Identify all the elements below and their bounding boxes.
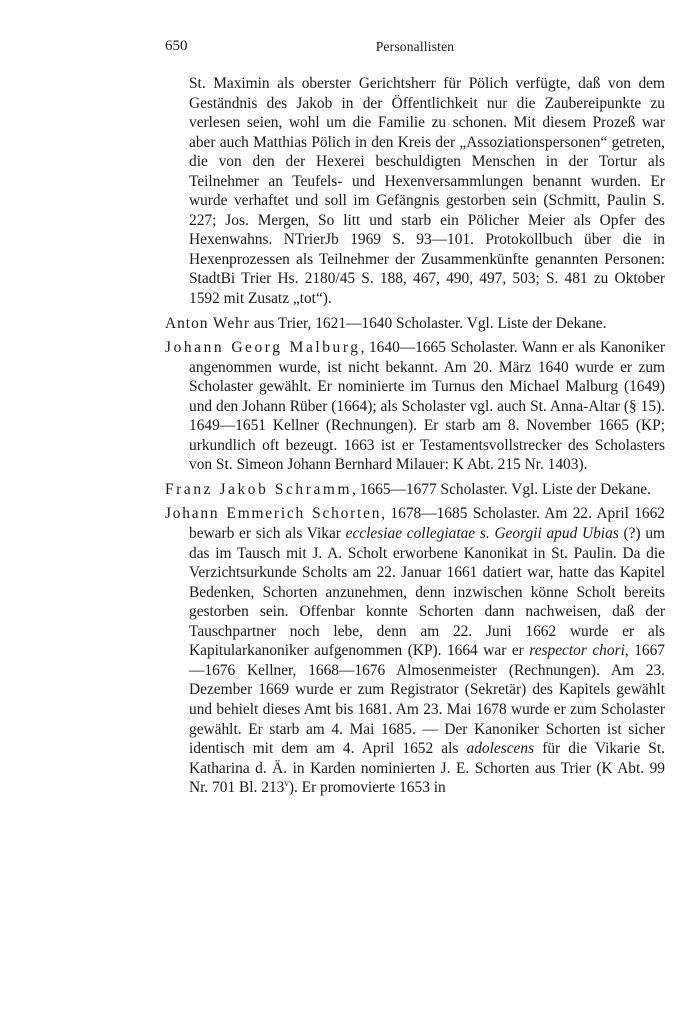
entry-text-italic: ecclesiae collegiatae s. Georgii apud Ubias (345, 525, 619, 543)
entry-name: Franz Jakob Schramm (165, 480, 353, 498)
entry-text-part: , 1667—1676 Kellner, 1668—1676 Almosenmeister (Rechnungen). Am 23. Dezember 1669 wurde er zum Registrator (Sekretär) des Kapitels gewählt und behielt dieses Amt bis 1681. Am 23. Mai 1678 wurde er zum Scholaster gewählt. Er starb am 4. Mai 1685. — Der Kanoniker Schorten ist sicher identisch mit dem am 4. April 1652 als (189, 642, 665, 758)
text-body (165, 74, 665, 803)
entry-text-part: , 1678—1685 Scholaster. Am 22. April 1662 bewarb er sich als Vikar (189, 505, 666, 543)
entry-continued-paragraph (165, 74, 665, 309)
entry-text: St. Maximin als oberster Gerichtsherr für Pölich verfügte, daß von dem Geständnis des Jakob in der Öffentlichkeit nur die Zaubereipunkte zu verlesen seien, wohl um die Familie zu schonen. Mit diesem Prozeß war aber auch Matthias Pölich in den Kreis der „Assoziationspersonen“ getreten, die von den der Hexerei beschuldigten Menschen in der Tortur als Teilnehmer an Teufels- und Hexenversammlungen benannt wurden. Er wurde verhaftet und soll im Gefängnis gestorben sein (Schmitt, Paulin S. 227; Jos. Mergen, So litt und starb ein Pölicher Meier als Opfer des Hexenwahns. NTrierJb 1969 S. 93—101. Protokollbuch über die in Hexenprozessen als Teilnehmer der Zusammenkünfte genannten Personen: StadtBi Trier Hs. 2180/45 S. 188, 467, 490, 497, 503; S. 481 zu Oktober 1592 mit Zusatz „tot“). (189, 75, 665, 308)
entry-text-part: (?) um das im Tausch mit J. A. Scholt erworbene Kanonikat in St. Paulin. Da die Verzichtsurkunde Scholts am 22. Januar 1661 datiert war, hatte das Kapitel Bedenken, Schorten anzunehmen, denn inzwischen könne Scholt bereits gestorben sein. Offenbar konnte Schorten dann nachweisen, daß der Tauschpartner noch lebe, denn am 22. Juni 1662 wurde er als Kapitularkanoniker aufgenommen (KP). 1664 war er (189, 525, 665, 660)
page-header (165, 38, 665, 60)
running-title: Personallisten (375, 39, 455, 54)
entry-text: , 1665—1677 Scholaster. Vgl. Liste der Dekane. (352, 480, 651, 498)
entry-text-superscript: v (284, 778, 289, 789)
entry-text-italic: respector chori (529, 642, 625, 660)
entry-name: Johann Georg Malburg (165, 339, 361, 357)
entry-anton-wehr (165, 314, 665, 334)
entry-name: Johann Emmerich Schorten (165, 505, 382, 523)
page-number: 650 (165, 38, 188, 54)
entry-name: Anton Wehr (165, 314, 250, 332)
entry-johann-georg-malburg (165, 338, 665, 475)
entry-text: aus Trier, 1621—1640 Scholaster. Vgl. Liste der Dekane. (250, 314, 607, 332)
entry-franz-jakob-schramm (165, 480, 665, 500)
entry-text-part: für die Vikarie St. Katharina d. Ä. in Karden nominierten J. E. Schorten aus Trier (K Abt. 99 Nr. 701 Bl. 213 (189, 740, 665, 797)
entry-text-part: ). Er promovierte 1653 in (288, 779, 446, 797)
entry-text-italic: adolescens (466, 740, 535, 758)
entry-text: , 1640—1665 Scholaster. Wann er als Kanoniker angenommen wurde, ist nicht bekannt. Am 20. März 1640 wurde er zum Scholaster gewählt. Er nominierte im Turnus den Michael Malburg (1649) und den Johann Rüber (1664); als Scholaster vgl. auch St. Anna-Altar (§ 15). 1649—1651 Kellner (Rechnungen). Er starb am 8. November 1665 (KP; urkundlich oft bezeugt. 1663 ist er Testamentsvollstrecker des Scholasters von St. Simeon Johann Bernhard Milauer: K Abt. 215 Nr. 1403). (189, 339, 665, 474)
entry-johann-emmerich-schorten (165, 504, 665, 797)
